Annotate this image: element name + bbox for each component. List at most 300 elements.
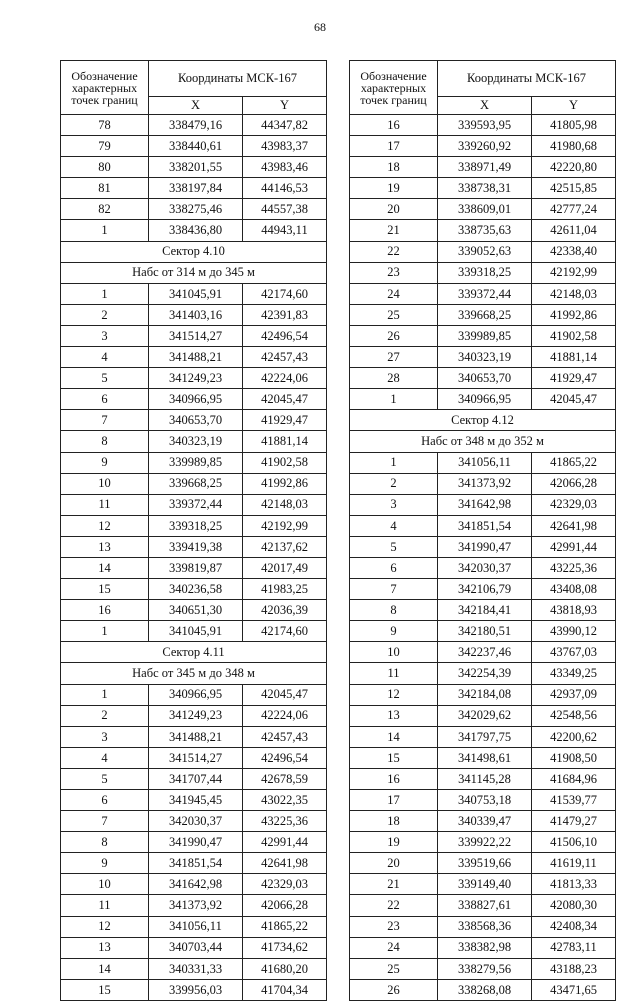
table-row: [350, 515, 616, 536]
table-row: [61, 368, 327, 389]
coord-x: 341851,54: [149, 853, 243, 874]
table-row: [61, 178, 327, 199]
coord-y: 43188,23: [532, 958, 616, 979]
header-label-line: Обозначение: [360, 68, 427, 83]
table-row: [61, 431, 327, 452]
coord-x: 338971,49: [438, 157, 532, 178]
coord-x: 342106,79: [438, 579, 532, 600]
table-row: [61, 304, 327, 325]
header-coordinates-title: Координаты МСК-167: [438, 61, 616, 97]
coord-x: 341249,23: [149, 368, 243, 389]
coord-x: 340651,30: [149, 600, 243, 621]
coord-y: 42066,28: [243, 895, 327, 916]
coord-y: 41506,10: [532, 832, 616, 853]
point-number: 4: [61, 347, 149, 368]
point-number: 13: [350, 705, 438, 726]
coord-y: 42192,99: [532, 262, 616, 283]
point-number: 26: [350, 979, 438, 1000]
coord-x: 338197,84: [149, 178, 243, 199]
coord-y: 41992,86: [243, 473, 327, 494]
table-row: [61, 937, 327, 958]
section-heading-row: [61, 663, 327, 684]
coord-y: 42641,98: [243, 853, 327, 874]
point-number: 10: [61, 473, 149, 494]
point-number: 16: [61, 600, 149, 621]
point-number: 14: [350, 726, 438, 747]
table-row: [61, 157, 327, 178]
table-row: [61, 768, 327, 789]
coord-y: 41539,77: [532, 790, 616, 811]
coord-y: 42641,98: [532, 515, 616, 536]
table-row: [350, 178, 616, 199]
header-x: X: [438, 97, 532, 115]
coord-x: 341145,28: [438, 768, 532, 789]
coord-x: 341056,11: [149, 916, 243, 937]
point-number: 20: [350, 853, 438, 874]
table-row: [350, 768, 616, 789]
coord-y: 43990,12: [532, 621, 616, 642]
coord-x: 341642,98: [149, 874, 243, 895]
point-number: 11: [61, 494, 149, 515]
coord-y: 43349,25: [532, 663, 616, 684]
coord-x: 341990,47: [149, 832, 243, 853]
coord-y: 41992,86: [532, 304, 616, 325]
point-number: 6: [61, 790, 149, 811]
table-row: [350, 283, 616, 304]
coordinates-table-left: [60, 60, 327, 1001]
coord-y: 41902,58: [243, 452, 327, 473]
coord-x: 339519,66: [438, 853, 532, 874]
section-heading-row: [61, 241, 327, 262]
coord-y: 43022,35: [243, 790, 327, 811]
coord-x: 339989,85: [149, 452, 243, 473]
table-row: [61, 515, 327, 536]
section-heading: Набс от 314 м до 345 м: [61, 262, 327, 283]
point-number: 1: [61, 283, 149, 304]
point-number: 6: [61, 389, 149, 410]
section-heading-row: [61, 642, 327, 663]
coord-y: 41881,14: [243, 431, 327, 452]
point-number: 13: [61, 937, 149, 958]
coord-x: 338609,01: [438, 199, 532, 220]
coord-x: 342254,39: [438, 663, 532, 684]
coord-y: 41902,58: [532, 325, 616, 346]
coord-y: 41929,47: [243, 410, 327, 431]
coord-y: 41929,47: [532, 368, 616, 389]
coord-x: 340323,19: [438, 347, 532, 368]
table-row: [350, 368, 616, 389]
table-row: [350, 621, 616, 642]
table-row: [350, 347, 616, 368]
coord-x: 338279,56: [438, 958, 532, 979]
table-row: [61, 705, 327, 726]
coord-y: 42391,83: [243, 304, 327, 325]
point-number: 3: [350, 494, 438, 515]
table-row: [350, 199, 616, 220]
header-label-line: Обозначение: [71, 68, 138, 83]
coord-y: 42991,44: [243, 832, 327, 853]
point-number: 18: [350, 157, 438, 178]
coord-y: 42937,09: [532, 684, 616, 705]
coord-x: 339149,40: [438, 874, 532, 895]
coord-x: 338735,63: [438, 220, 532, 241]
coord-x: 341488,21: [149, 347, 243, 368]
coord-y: 41619,11: [532, 853, 616, 874]
coord-x: 340753,18: [438, 790, 532, 811]
point-number: 23: [350, 262, 438, 283]
table-row: [350, 642, 616, 663]
header-y: Y: [243, 97, 327, 115]
point-number: 8: [61, 832, 149, 853]
point-number: 1: [350, 452, 438, 473]
coord-x: 342030,37: [149, 811, 243, 832]
point-number: 27: [350, 347, 438, 368]
coord-x: 339052,63: [438, 241, 532, 262]
table-row: [350, 832, 616, 853]
coord-x: 342029,62: [438, 705, 532, 726]
table-row: [61, 747, 327, 768]
table-row: [350, 262, 616, 283]
coord-x: 341373,92: [149, 895, 243, 916]
table-row: [61, 811, 327, 832]
coord-y: 42329,03: [243, 874, 327, 895]
coord-x: 339989,85: [438, 325, 532, 346]
coord-y: 41983,25: [243, 579, 327, 600]
table-row: [61, 621, 327, 642]
table-row: [350, 304, 616, 325]
point-number: 26: [350, 325, 438, 346]
point-number: 15: [350, 747, 438, 768]
point-number: 1: [350, 389, 438, 410]
coord-y: 42137,62: [243, 536, 327, 557]
point-number: 7: [61, 410, 149, 431]
coord-y: 41813,33: [532, 874, 616, 895]
point-number: 18: [350, 811, 438, 832]
coord-x: 340236,58: [149, 579, 243, 600]
coord-x: 341403,16: [149, 304, 243, 325]
coord-x: 341488,21: [149, 726, 243, 747]
page-number: 68: [314, 20, 326, 34]
point-number: 2: [61, 304, 149, 325]
point-number: 12: [350, 684, 438, 705]
point-number: 14: [61, 958, 149, 979]
coord-y: 41680,20: [243, 958, 327, 979]
coord-x: 342184,08: [438, 684, 532, 705]
table-row: [61, 536, 327, 557]
point-number: 20: [350, 199, 438, 220]
coord-y: 42678,59: [243, 768, 327, 789]
table-row: [350, 747, 616, 768]
table-row: [350, 853, 616, 874]
point-number: 12: [61, 916, 149, 937]
table-row: [61, 494, 327, 515]
table-row: [350, 473, 616, 494]
coord-x: 339668,25: [149, 473, 243, 494]
coord-y: 42329,03: [532, 494, 616, 515]
coord-x: 338436,80: [149, 220, 243, 241]
point-number: 19: [350, 178, 438, 199]
point-number: 1: [61, 684, 149, 705]
section-heading-row: [61, 262, 327, 283]
coord-y: 43983,37: [243, 136, 327, 157]
coord-y: 42174,60: [243, 283, 327, 304]
coord-y: 43408,08: [532, 579, 616, 600]
coord-x: 341851,54: [438, 515, 532, 536]
section-heading: Набс от 345 м до 348 м: [61, 663, 327, 684]
table-row: [61, 832, 327, 853]
table-row: [61, 115, 327, 136]
table-row: [61, 726, 327, 747]
point-number: 14: [61, 557, 149, 578]
coord-x: 338568,36: [438, 916, 532, 937]
table-row: [350, 536, 616, 557]
coord-x: 340966,95: [438, 389, 532, 410]
table-row: [61, 600, 327, 621]
coord-y: 42148,03: [532, 283, 616, 304]
point-number: 81: [61, 178, 149, 199]
header-x: X: [149, 97, 243, 115]
table-row: [350, 705, 616, 726]
point-number: 16: [350, 115, 438, 136]
table-row: [61, 557, 327, 578]
coord-x: 340339,47: [438, 811, 532, 832]
point-number: 5: [61, 768, 149, 789]
point-number: 23: [350, 916, 438, 937]
coord-x: 341514,27: [149, 325, 243, 346]
point-number: 5: [350, 536, 438, 557]
coord-x: 340703,44: [149, 937, 243, 958]
coord-y: 42066,28: [532, 473, 616, 494]
table-row: [61, 136, 327, 157]
coord-x: 340331,33: [149, 958, 243, 979]
coord-x: 342237,46: [438, 642, 532, 663]
table-row: [61, 790, 327, 811]
coord-y: 42224,06: [243, 368, 327, 389]
coord-x: 338275,46: [149, 199, 243, 220]
point-number: 3: [61, 325, 149, 346]
section-heading: Набс от 348 м до 352 м: [350, 431, 616, 452]
point-number: 21: [350, 874, 438, 895]
point-number: 10: [350, 642, 438, 663]
table-row: [350, 241, 616, 262]
coord-y: 41908,50: [532, 747, 616, 768]
table-row: [350, 157, 616, 178]
table-row: [350, 811, 616, 832]
coord-x: 341945,45: [149, 790, 243, 811]
point-number: 4: [350, 515, 438, 536]
point-number: 25: [350, 958, 438, 979]
point-number: 6: [350, 557, 438, 578]
coord-x: 340323,19: [149, 431, 243, 452]
coord-x: 338827,61: [438, 895, 532, 916]
coord-y: 41684,96: [532, 768, 616, 789]
point-number: 8: [350, 600, 438, 621]
header-label-line: характерных: [360, 80, 427, 95]
coord-x: 340966,95: [149, 389, 243, 410]
coord-x: 339318,25: [149, 515, 243, 536]
point-number: 80: [61, 157, 149, 178]
section-heading: Сектор 4.11: [61, 642, 327, 663]
coord-y: 42174,60: [243, 621, 327, 642]
table-row: [350, 895, 616, 916]
coord-x: 341498,61: [438, 747, 532, 768]
coord-y: 42017,49: [243, 557, 327, 578]
coord-y: 43983,46: [243, 157, 327, 178]
table-row: [61, 220, 327, 241]
coord-x: 340653,70: [149, 410, 243, 431]
table-row: [350, 726, 616, 747]
coord-y: 43225,36: [243, 811, 327, 832]
coord-y: 42548,56: [532, 705, 616, 726]
point-number: 25: [350, 304, 438, 325]
coord-x: 341045,91: [149, 621, 243, 642]
point-number: 21: [350, 220, 438, 241]
coord-y: 42220,80: [532, 157, 616, 178]
coord-y: 41865,22: [532, 452, 616, 473]
point-number: 78: [61, 115, 149, 136]
coord-x: 338738,31: [438, 178, 532, 199]
point-number: 9: [350, 621, 438, 642]
coord-y: 42338,40: [532, 241, 616, 262]
point-number: 11: [61, 895, 149, 916]
point-number: 2: [61, 705, 149, 726]
coord-x: 339372,44: [149, 494, 243, 515]
coord-x: 339419,38: [149, 536, 243, 557]
coord-y: 42148,03: [243, 494, 327, 515]
coord-x: 339318,25: [438, 262, 532, 283]
table-row: [61, 874, 327, 895]
coord-y: 42991,44: [532, 536, 616, 557]
coord-x: 338268,08: [438, 979, 532, 1000]
coord-y: 42045,47: [243, 389, 327, 410]
coord-x: 342180,51: [438, 621, 532, 642]
point-number: 10: [61, 874, 149, 895]
coord-x: 342184,41: [438, 600, 532, 621]
coord-y: 41881,14: [532, 347, 616, 368]
header-label-line: точек границ: [71, 92, 138, 107]
point-number: 24: [350, 937, 438, 958]
table-row: [61, 473, 327, 494]
left-table-body: [61, 115, 327, 1001]
coord-y: 41704,34: [243, 979, 327, 1000]
coord-y: 44347,82: [243, 115, 327, 136]
table-row: [350, 220, 616, 241]
point-number: 19: [350, 832, 438, 853]
table-row: [350, 790, 616, 811]
coord-x: 342030,37: [438, 557, 532, 578]
table-row: [61, 895, 327, 916]
coord-y: 43767,03: [532, 642, 616, 663]
table-row: [350, 115, 616, 136]
section-heading: Сектор 4.12: [350, 410, 616, 431]
coord-y: 44146,53: [243, 178, 327, 199]
point-number: 16: [350, 768, 438, 789]
coord-y: 42080,30: [532, 895, 616, 916]
table-row: [61, 389, 327, 410]
right-table-body: [350, 115, 616, 1001]
coordinates-table-right: [349, 60, 616, 1001]
section-heading-row: [350, 410, 616, 431]
coord-x: 341514,27: [149, 747, 243, 768]
coord-y: 41805,98: [532, 115, 616, 136]
coord-x: 341249,23: [149, 705, 243, 726]
point-number: 2: [350, 473, 438, 494]
coord-x: 339819,87: [149, 557, 243, 578]
coord-x: 339956,03: [149, 979, 243, 1000]
point-number: 79: [61, 136, 149, 157]
coord-x: 341056,11: [438, 452, 532, 473]
point-number: 4: [61, 747, 149, 768]
coord-x: 341045,91: [149, 283, 243, 304]
table-row: [350, 874, 616, 895]
coord-x: 341797,75: [438, 726, 532, 747]
coord-y: 42611,04: [532, 220, 616, 241]
point-number: 12: [61, 515, 149, 536]
table-row: [61, 325, 327, 346]
coord-y: 41734,62: [243, 937, 327, 958]
point-number: 11: [350, 663, 438, 684]
point-number: 24: [350, 283, 438, 304]
coord-y: 44943,11: [243, 220, 327, 241]
point-number: 1: [61, 220, 149, 241]
table-row: [350, 389, 616, 410]
coord-x: 339593,95: [438, 115, 532, 136]
coord-x: 341707,44: [149, 768, 243, 789]
table-row: [350, 684, 616, 705]
point-number: 28: [350, 368, 438, 389]
point-number: 7: [350, 579, 438, 600]
coord-x: 340966,95: [149, 684, 243, 705]
coord-y: 42496,54: [243, 747, 327, 768]
coord-y: 41980,68: [532, 136, 616, 157]
table-row: [61, 579, 327, 600]
table-row: [350, 937, 616, 958]
coord-x: 341642,98: [438, 494, 532, 515]
coord-x: 339922,22: [438, 832, 532, 853]
point-number: 15: [61, 579, 149, 600]
table-row: [61, 347, 327, 368]
table-row: [350, 663, 616, 684]
section-heading: Сектор 4.10: [61, 241, 327, 262]
coord-x: 341373,92: [438, 473, 532, 494]
coord-x: 341990,47: [438, 536, 532, 557]
coord-x: 339372,44: [438, 283, 532, 304]
point-number: 17: [350, 136, 438, 157]
coord-y: 42192,99: [243, 515, 327, 536]
coord-y: 41479,27: [532, 811, 616, 832]
point-number: 7: [61, 811, 149, 832]
coord-y: 42224,06: [243, 705, 327, 726]
coord-y: 44557,38: [243, 199, 327, 220]
table-row: [61, 410, 327, 431]
point-number: 15: [61, 979, 149, 1000]
point-number: 9: [61, 452, 149, 473]
table-row: [61, 916, 327, 937]
table-row: [61, 452, 327, 473]
coord-y: 43818,93: [532, 600, 616, 621]
table-row: [350, 958, 616, 979]
table-row: [350, 916, 616, 937]
coord-y: 43471,65: [532, 979, 616, 1000]
table-row: [350, 494, 616, 515]
coord-y: 42515,85: [532, 178, 616, 199]
header-point-label: [350, 61, 438, 115]
coord-y: 42783,11: [532, 937, 616, 958]
coord-x: 340653,70: [438, 368, 532, 389]
table-row: [350, 600, 616, 621]
coord-y: 42777,24: [532, 199, 616, 220]
point-number: 1: [61, 621, 149, 642]
